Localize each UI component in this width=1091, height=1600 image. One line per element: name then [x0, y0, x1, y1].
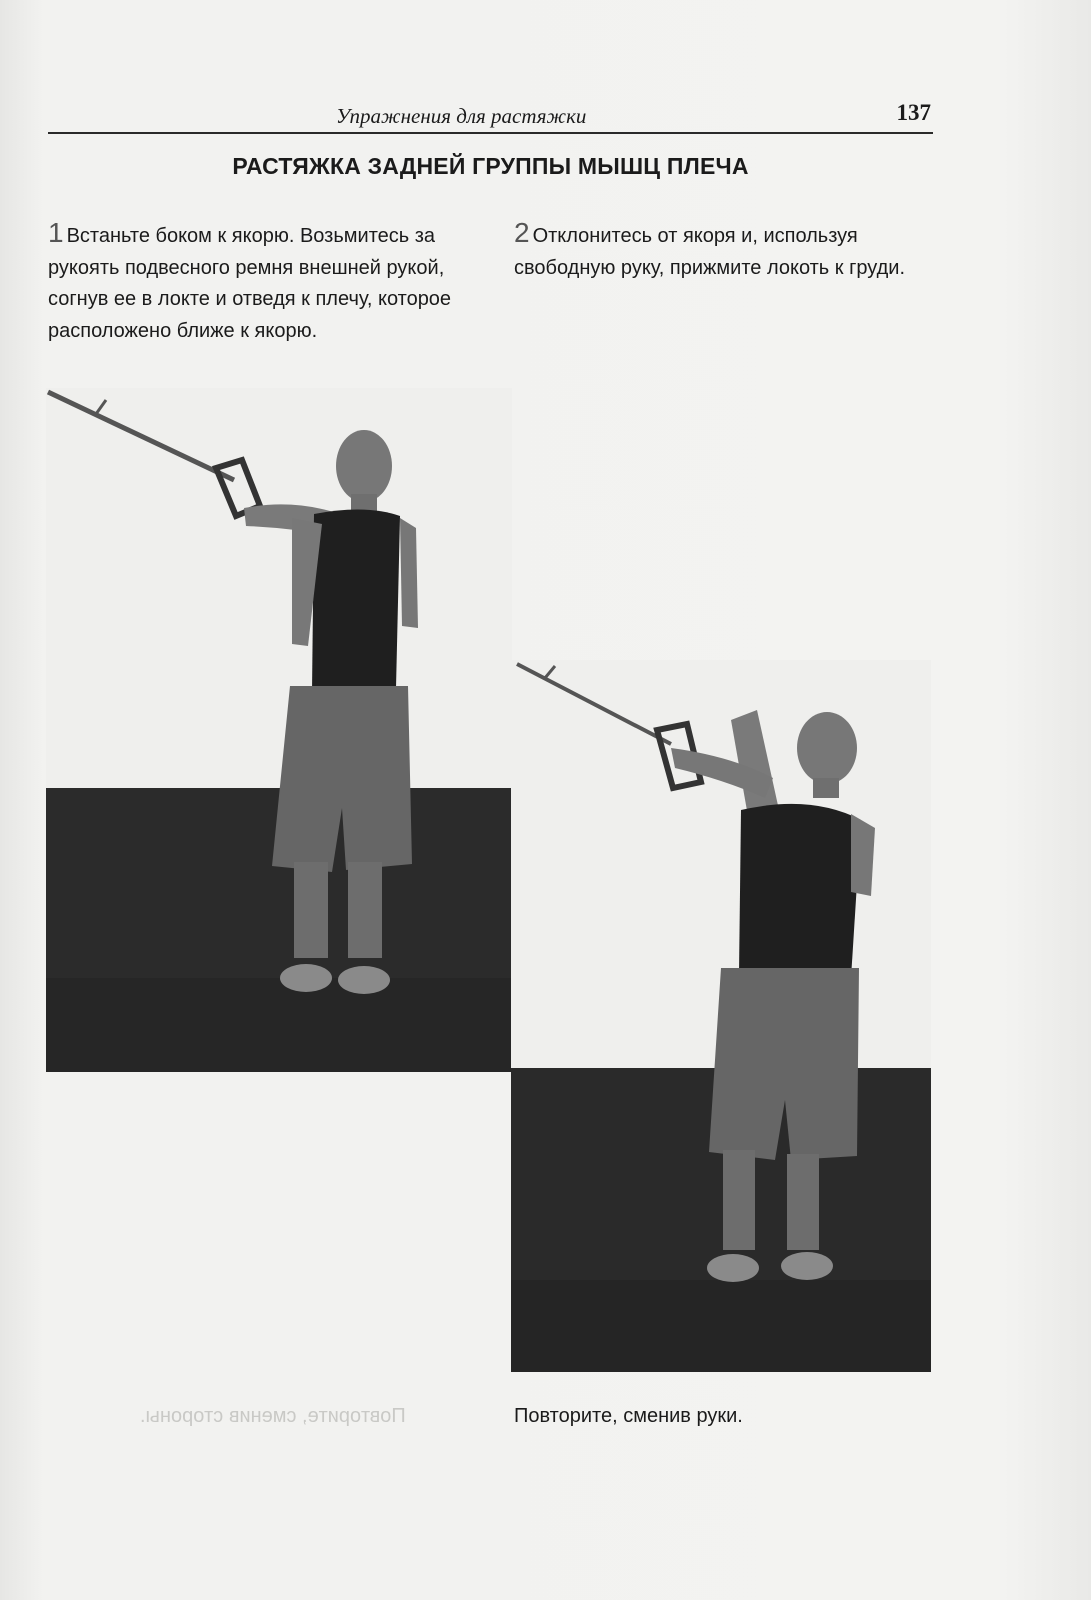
exercise-photo-step-1	[46, 388, 512, 1072]
step-2-text: Отклонитесь от якоря и, используя свободную руку, прижмите локоть к груди.	[514, 225, 906, 279]
step-1	[48, 217, 473, 347]
step-2	[514, 217, 934, 284]
step-1-text: Встаньте боком к якорю. Возьмитесь за рукоять подвесного ремня внешней рукой, согнув ее в локте и отведя к плечу, которое расположено ближе к якорю.	[48, 225, 452, 342]
running-header	[48, 100, 933, 134]
running-title: Упражнения для растяжки	[336, 104, 587, 128]
photo-caption: Повторите, сменив руки.	[514, 1405, 743, 1427]
exercise-photo-step-2	[511, 660, 931, 1372]
page-number: 137	[896, 100, 931, 125]
step-1-number: 1	[48, 217, 64, 248]
bleed-through-caption: Повторите, сменив стороны.	[140, 1405, 406, 1427]
section-title: РАСТЯЖКА ЗАДНЕЙ ГРУППЫ МЫШЦ ПЛЕЧА	[232, 153, 749, 179]
step-2-number: 2	[514, 217, 530, 248]
